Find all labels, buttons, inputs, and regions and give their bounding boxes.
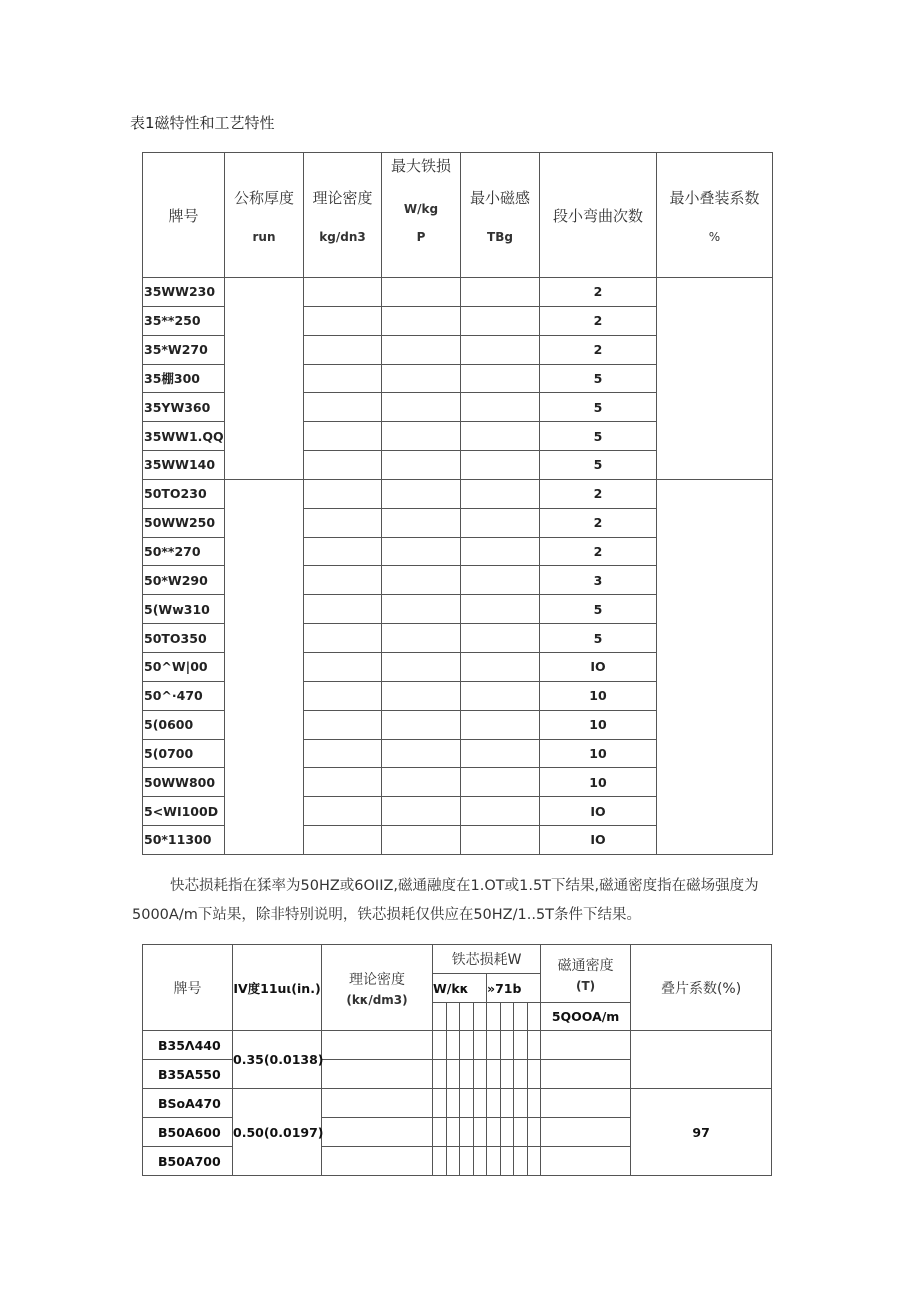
stacking-cell bbox=[631, 1031, 772, 1089]
header-bends: 段小弯曲次数 bbox=[540, 153, 657, 278]
header-stacking: 叠片系数(%) bbox=[631, 945, 772, 1031]
loss-sub-cell bbox=[500, 1060, 514, 1089]
grade-cell: 5(0700 bbox=[143, 739, 225, 768]
loss-sub-cell bbox=[487, 1031, 501, 1060]
induction-cell bbox=[461, 652, 540, 681]
bends-cell: 2 bbox=[540, 306, 657, 335]
loss-sub-cell bbox=[460, 1060, 474, 1089]
grade-cell: 50*W290 bbox=[143, 566, 225, 595]
loss-cell bbox=[382, 566, 461, 595]
flux-cell bbox=[541, 1060, 631, 1089]
bends-cell: 2 bbox=[540, 335, 657, 364]
loss-cell bbox=[382, 826, 461, 855]
sub-cell bbox=[487, 1003, 501, 1031]
bends-cell: 5 bbox=[540, 595, 657, 624]
grade-cell: 35*W270 bbox=[143, 335, 225, 364]
grade-cell: BSoA470 bbox=[143, 1089, 233, 1118]
sub-cell bbox=[527, 1003, 541, 1031]
bends-cell: 5 bbox=[540, 451, 657, 480]
loss-cell bbox=[382, 479, 461, 508]
density-cell bbox=[322, 1147, 433, 1176]
induction-cell bbox=[461, 278, 540, 307]
induction-cell bbox=[461, 710, 540, 739]
loss-cell bbox=[382, 451, 461, 480]
bends-cell: 5 bbox=[540, 624, 657, 653]
loss-sub-cell bbox=[460, 1147, 474, 1176]
loss-sub-cell bbox=[460, 1031, 474, 1060]
loss-sub-cell bbox=[433, 1031, 447, 1060]
density-cell bbox=[304, 364, 382, 393]
loss-sub-cell bbox=[433, 1147, 447, 1176]
bends-cell: 5 bbox=[540, 393, 657, 422]
grade-cell: 50^W|00 bbox=[143, 652, 225, 681]
induction-cell bbox=[461, 797, 540, 826]
grade-cell: 50**270 bbox=[143, 537, 225, 566]
loss-cell bbox=[382, 537, 461, 566]
header-density: 理论密度 (kκ/dm3) bbox=[322, 945, 433, 1031]
induction-cell bbox=[461, 826, 540, 855]
loss-cell bbox=[382, 508, 461, 537]
thickness-cell: 0.35(0.0138) bbox=[233, 1031, 322, 1089]
grade-cell: 50WW800 bbox=[143, 768, 225, 797]
grade-cell: 50TO350 bbox=[143, 624, 225, 653]
density-cell bbox=[304, 566, 382, 595]
header-induction: 最小磁感 TBg bbox=[461, 153, 540, 278]
loss-cell bbox=[382, 739, 461, 768]
loss-sub-cell bbox=[500, 1118, 514, 1147]
induction-cell bbox=[461, 479, 540, 508]
header-grade: 牌号 bbox=[143, 153, 225, 278]
loss-cell bbox=[382, 306, 461, 335]
induction-cell bbox=[461, 451, 540, 480]
grade-cell: B50A600 bbox=[143, 1118, 233, 1147]
density-cell bbox=[322, 1060, 433, 1089]
sub-cell bbox=[433, 1003, 447, 1031]
sub-cell bbox=[460, 1003, 474, 1031]
loss-sub-cell bbox=[514, 1118, 528, 1147]
induction-cell bbox=[461, 739, 540, 768]
density-cell bbox=[322, 1031, 433, 1060]
bends-cell: 5 bbox=[540, 422, 657, 451]
bends-cell: IO bbox=[540, 797, 657, 826]
loss-sub-cell bbox=[514, 1060, 528, 1089]
loss-sub-cell bbox=[473, 1060, 487, 1089]
loss-sub-cell bbox=[487, 1060, 501, 1089]
grade-cell: 5<WI100D bbox=[143, 797, 225, 826]
loss-sub-cell bbox=[527, 1031, 541, 1060]
density-cell bbox=[304, 393, 382, 422]
bends-cell: 10 bbox=[540, 681, 657, 710]
loss-sub-cell bbox=[527, 1060, 541, 1089]
induction-cell bbox=[461, 768, 540, 797]
induction-cell bbox=[461, 335, 540, 364]
table-row bbox=[143, 1031, 772, 1060]
loss-sub-cell bbox=[514, 1147, 528, 1176]
density-cell bbox=[304, 652, 382, 681]
loss-sub-cell bbox=[433, 1089, 447, 1118]
induction-cell bbox=[461, 681, 540, 710]
header-loss-wkg: W/kκ bbox=[433, 974, 487, 1003]
density-cell bbox=[304, 624, 382, 653]
density-cell bbox=[304, 451, 382, 480]
density-cell bbox=[304, 479, 382, 508]
bends-cell: IO bbox=[540, 826, 657, 855]
bends-cell: 10 bbox=[540, 710, 657, 739]
header-grade: 牌号 bbox=[143, 945, 233, 1031]
header-flux: 磁通密度 (T) bbox=[541, 945, 631, 1003]
loss-sub-cell bbox=[473, 1147, 487, 1176]
loss-sub-cell bbox=[460, 1089, 474, 1118]
density-cell bbox=[304, 595, 382, 624]
loss-cell bbox=[382, 652, 461, 681]
grade-cell: 5(Ww310 bbox=[143, 595, 225, 624]
table-caption: 表1磁特性和工艺特性 bbox=[130, 114, 275, 132]
bends-cell: 2 bbox=[540, 508, 657, 537]
header-stacking: 最小叠装系数 % bbox=[657, 153, 773, 278]
thickness-cell bbox=[225, 278, 304, 480]
header-density: 理论密度 kg/dn3 bbox=[304, 153, 382, 278]
bends-cell: 2 bbox=[540, 537, 657, 566]
loss-sub-cell bbox=[487, 1089, 501, 1118]
induction-cell bbox=[461, 364, 540, 393]
loss-sub-cell bbox=[500, 1089, 514, 1118]
loss-sub-cell bbox=[487, 1118, 501, 1147]
induction-cell bbox=[461, 595, 540, 624]
grade-cell: 5(0600 bbox=[143, 710, 225, 739]
table-row bbox=[143, 1089, 772, 1118]
grade-cell: B35Λ440 bbox=[143, 1031, 233, 1060]
loss-sub-cell bbox=[473, 1031, 487, 1060]
loss-sub-cell bbox=[473, 1118, 487, 1147]
density-cell bbox=[304, 681, 382, 710]
grade-cell: 35**250 bbox=[143, 306, 225, 335]
loss-sub-cell bbox=[446, 1118, 460, 1147]
density-cell bbox=[304, 826, 382, 855]
flux-cell bbox=[541, 1118, 631, 1147]
loss-sub-cell bbox=[460, 1118, 474, 1147]
loss-cell bbox=[382, 393, 461, 422]
stacking-cell: 97 bbox=[631, 1089, 772, 1176]
loss-cell bbox=[382, 595, 461, 624]
density-cell bbox=[304, 508, 382, 537]
grade-cell: 35WW230 bbox=[143, 278, 225, 307]
density-cell bbox=[304, 739, 382, 768]
header-thickness: IV度11uι(in.) bbox=[233, 945, 322, 1031]
sub-cell bbox=[473, 1003, 487, 1031]
header-thickness: 公称厚度 run bbox=[225, 153, 304, 278]
loss-sub-cell bbox=[514, 1031, 528, 1060]
loss-sub-cell bbox=[433, 1118, 447, 1147]
loss-sub-cell bbox=[446, 1089, 460, 1118]
magnetic-properties-table bbox=[142, 152, 773, 855]
loss-cell bbox=[382, 624, 461, 653]
bends-cell: 5 bbox=[540, 364, 657, 393]
bends-cell: 10 bbox=[540, 768, 657, 797]
stacking-cell bbox=[657, 278, 773, 480]
flux-cell bbox=[541, 1147, 631, 1176]
flux-cell bbox=[541, 1089, 631, 1118]
loss-sub-cell bbox=[433, 1060, 447, 1089]
sub-cell bbox=[514, 1003, 528, 1031]
loss-cell bbox=[382, 768, 461, 797]
loss-cell bbox=[382, 278, 461, 307]
header-loss: 最大铁损 W/kg P bbox=[382, 153, 461, 278]
loss-sub-cell bbox=[446, 1147, 460, 1176]
grade-cell: 35棚300 bbox=[143, 364, 225, 393]
grade-cell: 50^·470 bbox=[143, 681, 225, 710]
header-loss: 铁芯损耗W bbox=[433, 945, 541, 974]
induction-cell bbox=[461, 422, 540, 451]
grade-cell: 50*11300 bbox=[143, 826, 225, 855]
loss-sub-cell bbox=[446, 1060, 460, 1089]
loss-cell bbox=[382, 335, 461, 364]
induction-cell bbox=[461, 624, 540, 653]
note-paragraph: 快芯损耗指在猱率为50HZ或6OIIZ,磁通融度在1.OT或1.5T下结果,磁通密度指在磁场强度为5000A/m下站果，除非特别说明，铁芯损耗仅供应在50HZ/1..5T条件下结果。 bbox=[132, 878, 759, 923]
bends-cell: 2 bbox=[540, 479, 657, 508]
loss-cell bbox=[382, 710, 461, 739]
density-cell bbox=[304, 537, 382, 566]
density-cell bbox=[322, 1118, 433, 1147]
table-row bbox=[143, 278, 773, 307]
loss-sub-cell bbox=[527, 1147, 541, 1176]
loss-sub-cell bbox=[500, 1147, 514, 1176]
grade-cell: 50WW250 bbox=[143, 508, 225, 537]
thickness-cell bbox=[225, 479, 304, 854]
header-flux-condition: 5QOOA/m bbox=[541, 1003, 631, 1031]
loss-sub-cell bbox=[500, 1031, 514, 1060]
loss-sub-cell bbox=[527, 1118, 541, 1147]
induction-cell bbox=[461, 566, 540, 595]
density-cell bbox=[322, 1089, 433, 1118]
loss-cell bbox=[382, 681, 461, 710]
loss-cell bbox=[382, 422, 461, 451]
grade-cell: B35A550 bbox=[143, 1060, 233, 1089]
loss-sub-cell bbox=[527, 1089, 541, 1118]
grade-table bbox=[142, 944, 772, 1176]
stacking-cell bbox=[657, 479, 773, 854]
grade-cell: 50TO230 bbox=[143, 479, 225, 508]
bends-cell: 10 bbox=[540, 739, 657, 768]
bends-cell: IO bbox=[540, 652, 657, 681]
loss-sub-cell bbox=[514, 1089, 528, 1118]
induction-cell bbox=[461, 393, 540, 422]
bends-cell: 2 bbox=[540, 278, 657, 307]
grade-cell: 35WW1.QQ bbox=[143, 422, 225, 451]
flux-cell bbox=[541, 1031, 631, 1060]
loss-sub-cell bbox=[446, 1031, 460, 1060]
density-cell bbox=[304, 710, 382, 739]
grade-cell: B50A700 bbox=[143, 1147, 233, 1176]
grade-cell: 35YW360 bbox=[143, 393, 225, 422]
thickness-cell: 0.50(0.0197) bbox=[233, 1089, 322, 1176]
density-cell bbox=[304, 768, 382, 797]
density-cell bbox=[304, 306, 382, 335]
loss-cell bbox=[382, 797, 461, 826]
density-cell bbox=[304, 278, 382, 307]
density-cell bbox=[304, 797, 382, 826]
induction-cell bbox=[461, 537, 540, 566]
loss-sub-cell bbox=[487, 1147, 501, 1176]
induction-cell bbox=[461, 508, 540, 537]
induction-cell bbox=[461, 306, 540, 335]
loss-sub-cell bbox=[473, 1089, 487, 1118]
density-cell bbox=[304, 422, 382, 451]
grade-cell: 35WW140 bbox=[143, 451, 225, 480]
density-cell bbox=[304, 335, 382, 364]
sub-cell bbox=[500, 1003, 514, 1031]
loss-cell bbox=[382, 364, 461, 393]
table-row bbox=[143, 479, 773, 508]
sub-cell bbox=[446, 1003, 460, 1031]
header-loss-wlb: »71b bbox=[487, 974, 541, 1003]
bends-cell: 3 bbox=[540, 566, 657, 595]
